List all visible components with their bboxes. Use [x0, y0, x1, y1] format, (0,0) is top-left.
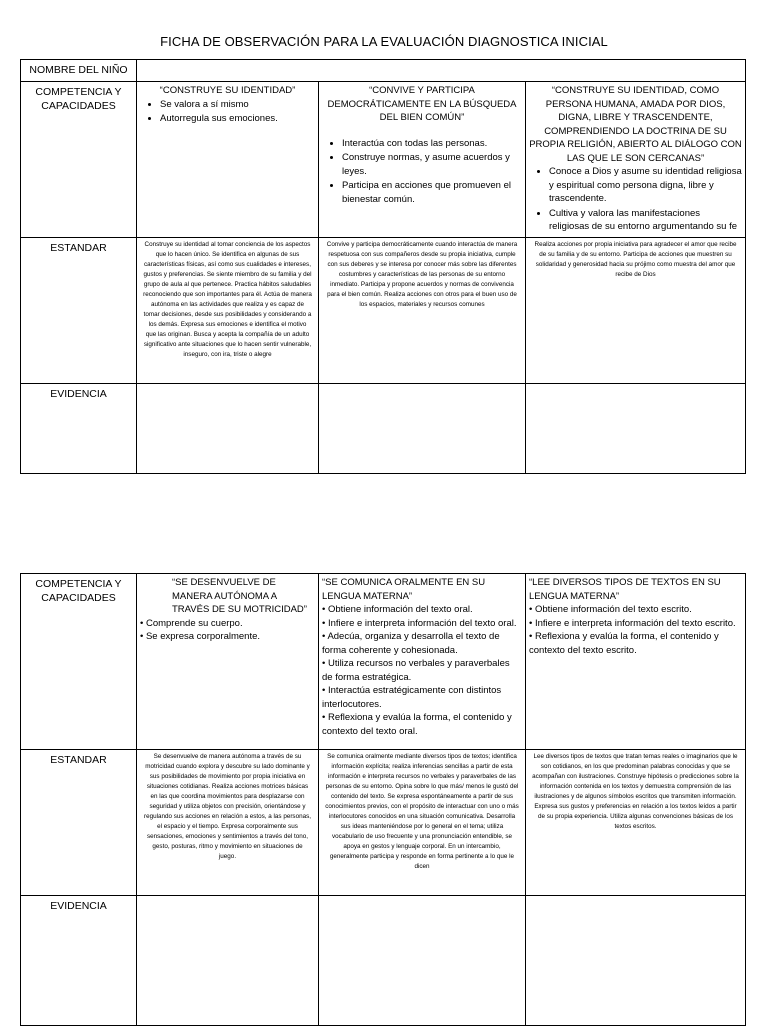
capacidad-item: • Comprende su cuerpo. — [140, 617, 243, 629]
capacidad-item: • Autorregula sus emociones. — [160, 112, 315, 126]
estandar-text: Realiza acciones por propia iniciativa para agradecer el amor que recibe de su familia y de su entorno. Participa de acciones que muestren su solidaridad y generosidad hacia su prójimo como muestra del amor que recibe de Dios — [526, 237, 746, 383]
observation-table-2 — [20, 573, 746, 1026]
capacidad-item: • Obtiene información del texto escrito. — [529, 604, 692, 615]
capacidad-item: • Se valora a sí mismo — [160, 98, 315, 112]
competencia-heading: “SE COMUNICA ORALMENTE EN SU LENGUA MATERNA” — [322, 577, 486, 602]
competencia-lectura — [526, 574, 746, 750]
competencia-heading: “CONSTRUYE SU IDENTIDAD, COMO PERSONA HUMANA, AMADA POR DIOS, DIGNA, LIBRE Y TRASCENDENTE, COMPRENDIENDO LA DOCTRINA DE SU PROPIA RELIGIÓN, ABIERTO AL DIÁLOGO CON LAS QUE LE SON CERCANAS” — [529, 85, 742, 164]
capacidad-item: • Infiere e interpreta información del texto escrito. — [529, 617, 736, 629]
capacidad-item: • Reflexiona y evalúa la forma, el contenido y contexto del texto oral. — [322, 712, 512, 737]
capacidad-item: • Interactúa con todas las personas. — [342, 137, 522, 151]
estandar-text: Se comunica oralmente mediante diversos tipos de textos; identifica información explícita; realiza inferencias sencillas a partir de esta información e interpreta recursos no verbales y paraverbales de las personas de su entorno. Opina sobre lo que más/ menos le gustó del contenido del texto. Se expresa espontáneamente a partir de sus conocimientos previos, con el propósito de interactuar con uno o más interlocutores conocidos en una situación comunicativa. Desarrolla sus ideas manteniéndose por lo general en el tema; utiliza vocabulario de uso frecuente y una pronunciación entendible, se apoya en gestos y lenguaje corporal. En un intercambio, generalmente participa y responde en forma pertinente a lo que le dicen — [319, 750, 526, 896]
competencia-heading: “LEE DIVERSOS TIPOS DE TEXTOS EN SU LENGUA MATERNA” — [529, 577, 721, 602]
competencia-religion — [526, 82, 746, 238]
competencia-heading: “CONVIVE Y PARTICIPA DEMOCRÁTICAMENTE EN LA BÚSQUEDA DEL BIEN COMÚN” — [327, 85, 517, 123]
capacidad-item: • Conoce a Dios y asume su identidad religiosa y espiritual como persona digna, libre y trascendente. — [549, 165, 742, 206]
capacidad-item: • Adecúa, organiza y desarrolla el texto de forma coherente y cohesionada. — [322, 631, 500, 656]
competencia-label: COMPETENCIA Y CAPACIDADES — [21, 574, 137, 750]
estandar-label: ESTANDAR — [21, 750, 137, 896]
competencia-heading: “SE DESENVUELVE DE MANERA AUTÓNOMA A TRAVÉS DE SU MOTRICIDAD” — [172, 577, 307, 615]
observation-table-1 — [20, 59, 746, 474]
capacidad-item: • Participa en acciones que promueven el bienestar común. — [342, 179, 522, 206]
estandar-text: Convive y participa democráticamente cuando interactúa de manera respetuosa con sus compañeros desde su propia iniciativa, cumple con sus deberes y se interesa por conocer más sobre las diferentes costumbres y características de las personas de su entorno inmediato. Participa y propone acuerdos y normas de convivencia para el bien común. Realiza acciones con otros para el buen uso de los espacios, materiales y recursos comunes — [319, 237, 526, 383]
evidencia-label: EVIDENCIA — [21, 896, 137, 1026]
capacidad-item: • Construye normas, y asume acuerdos y leyes. — [342, 151, 522, 178]
capacidad-item: • Interactúa estratégicamente con distintos interlocutores. — [322, 685, 502, 710]
capacidad-item: • Obtiene información del texto oral. — [322, 604, 473, 615]
competencia-label: COMPETENCIA Y CAPACIDADES — [21, 82, 137, 238]
evidencia-cell[interactable] — [526, 383, 746, 473]
evidencia-label: EVIDENCIA — [21, 383, 137, 473]
competencia-heading: “CONSTRUYE SU IDENTIDAD” — [159, 85, 296, 96]
evidencia-cell[interactable] — [137, 896, 319, 1026]
estandar-text: Lee diversos tipos de textos que tratan temas reales o imaginarios que le son cotidianos, en los que predominan palabras conocidas y que se acompañan con ilustraciones. Construye hipótesis o predicciones sobre la información contenida en los textos y demuestra comprensión de las ilustraciones y de algunos símbolos escritos que transmiten información. Expresa sus gustos y preferencias en relación a los textos leídos a partir de su propia experiencia. Utiliza algunas convenciones básicas de los textos escritos. — [526, 750, 746, 896]
estandar-text: Se desenvuelve de manera autónoma a través de su motricidad cuando explora y descubre su lado dominante y sus posibilidades de movimiento por propia iniciativa en situaciones cotidianas. Realiza acciones motrices básicas en las que coordina movimientos para desplazarse con seguridad y utiliza objetos con precisión, orientándose y regulando sus acciones en relación a estos, a las personas, el espacio y el tiempo. Expresa corporalmente sus sensaciones, emociones y sentimientos a través del tono, gesto, posturas, ritmo y movimiento en situaciones de juego. — [137, 750, 319, 896]
capacidad-item: • Se expresa corporalmente. — [140, 631, 261, 642]
competencia-identidad — [137, 82, 319, 238]
estandar-text: Construye su identidad al tomar conciencia de los aspectos que lo hacen único. Se identifica en algunas de sus características físicas, así como sus cualidades e intereses, gustos y preferencias. Se siente miembro de su familia y del grupo de aula al que pertenece. Practica hábitos saludables reconociendo que son importantes para él. Actúa de manera autónoma en las actividades que realiza y es capaz de tomar decisiones, desde sus posibilidades y considerando a los demás. Expresa sus emociones e identifica el motivo que las originan. Busca y acepta la compañía de un adulto significativo ante situaciones que lo hacen sentir vulnerable, inseguro, con ira, triste o alegre — [137, 237, 319, 383]
nombre-label: NOMBRE DEL NIÑO — [21, 60, 137, 82]
evidencia-cell[interactable] — [137, 383, 319, 473]
document-title: FICHA DE OBSERVACIÓN PARA LA EVALUACIÓN DIAGNOSTICA INICIAL — [160, 34, 608, 49]
estandar-label: ESTANDAR — [21, 237, 137, 383]
nombre-input-cell[interactable] — [137, 60, 746, 82]
competencia-motricidad — [137, 574, 319, 750]
capacidad-item: • Utiliza recursos no verbales y paraverbales de forma estratégica. — [322, 658, 510, 683]
evidencia-cell[interactable] — [526, 896, 746, 1026]
competencia-oral — [319, 574, 526, 750]
evidencia-cell[interactable] — [319, 383, 526, 473]
evidencia-cell[interactable] — [319, 896, 526, 1026]
capacidad-item: • Cultiva y valora las manifestaciones religiosas de su entorno argumentando su fe — [549, 207, 742, 234]
capacidad-item: • Reflexiona y evalúa la forma, el contenido y contexto del texto escrito. — [529, 631, 719, 656]
capacidad-item: • Infiere e interpreta información del texto oral. — [322, 617, 517, 629]
competencia-convive — [319, 82, 526, 238]
